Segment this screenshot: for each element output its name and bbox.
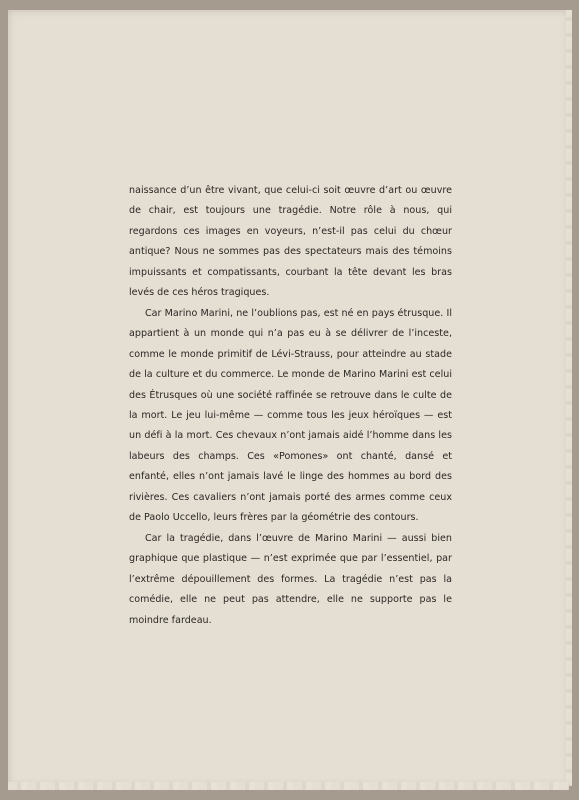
paragraph-3: Car la tragédie, dans l’œuvre de Marino Marini — aussi bien graphique que plastique — n’est exprimée que par l’essentiel, par l’extrême dépouillement des formes. La tragédie n’est pas la comédie, elle ne peut pas attendre, elle ne supporte pas le moindre fardeau. — [129, 532, 452, 626]
text-block — [129, 181, 452, 631]
deckle-edge-right — [566, 10, 572, 786]
paragraph-1: naissance d’un être vivant, que celui-ci soit œuvre d’art ou œuvre de chair, est toujours une tragédie. Notre rôle à nous, qui regardons ces images en voyeurs, n’est-il pas celui du chœur antique? Nous ne sommes pas des spectateurs mais des témoins impuissants et compatissants, courbant la tête devant les bras levés de ces héros tragiques. — [129, 185, 452, 299]
deckle-edge-bottom — [8, 782, 569, 790]
paragraph-2: Car Marino Marini, ne l’oublions pas, est né en pays étrusque. Il appartient à un monde qui n’a pas eu à se délivrer de l’inceste, comme le monde primitif de Lévi-Strauss, pour atteindre au stade de la culture et du commerce. Le monde de Marino Marini est celui des Étrusques où une société raffinée se retrouve dans le culte de la mort. Le jeu lui-même — comme tous les jeux héroïques — est un défi à la mort. Ces chevaux n’ont jamais aidé l’homme dans les labeurs des champs. Ces «Pomones» ont chanté, dansé et enfanté, elles n’ont jamais lavé le linge des hommes au bord des rivières. Ces cavaliers n’ont jamais porté des armes comme ceux de Paolo Uccello, leurs frères par la géométrie des contours. — [129, 307, 452, 524]
